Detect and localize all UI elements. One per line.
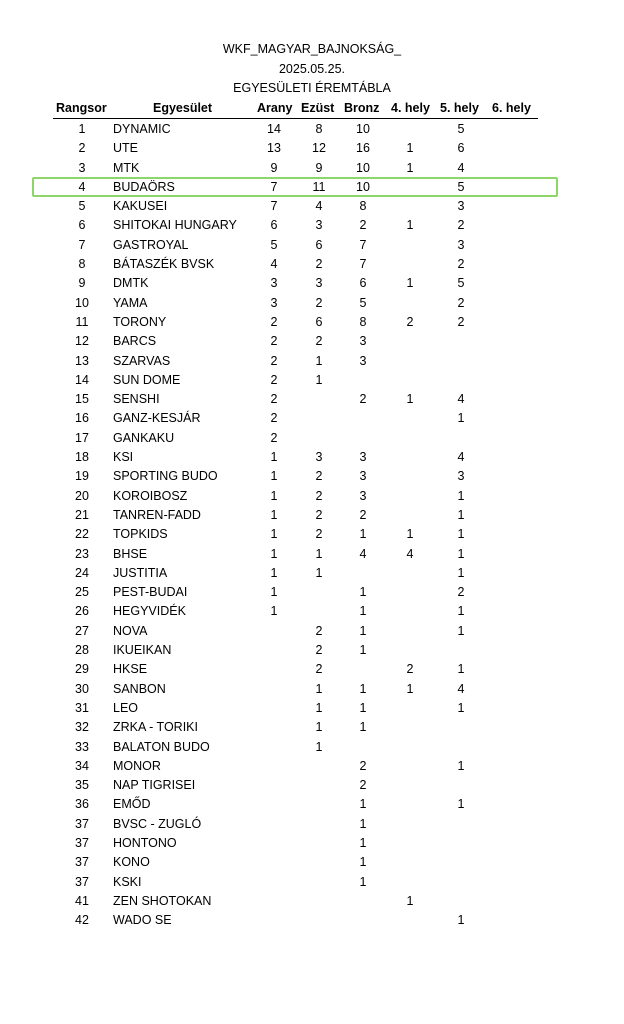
bronze-cell: 2 xyxy=(359,507,367,522)
rank-cell: 25 xyxy=(75,585,89,600)
club-name-cell: ZEN SHOTOKAN xyxy=(113,893,212,908)
gold-cell: 2 xyxy=(270,372,278,387)
rank-cell: 7 xyxy=(78,237,86,252)
place5-cell: 1 xyxy=(457,565,465,580)
silver-cell: 12 xyxy=(312,141,326,156)
rank-cell: 13 xyxy=(75,353,89,368)
table-row xyxy=(0,236,624,255)
club-name-cell: KSKI xyxy=(113,874,142,889)
place5-cell: 5 xyxy=(457,179,465,194)
place5-cell: 1 xyxy=(457,488,465,503)
place5-cell: 4 xyxy=(457,160,465,175)
rank-cell: 33 xyxy=(75,739,89,754)
table-row xyxy=(0,583,624,602)
club-name-cell: IKUEIKAN xyxy=(113,643,172,658)
rank-cell: 2 xyxy=(78,141,86,156)
club-name-cell: GANZ-KESJÁR xyxy=(113,411,201,426)
bronze-cell: 7 xyxy=(359,237,367,252)
silver-cell: 2 xyxy=(315,643,323,658)
club-name-cell: HEGYVIDÉK xyxy=(113,604,186,619)
silver-cell: 6 xyxy=(315,314,323,329)
club-name-cell: YAMA xyxy=(113,295,148,310)
table-row xyxy=(0,660,624,679)
place5-cell: 1 xyxy=(457,758,465,773)
club-name-cell: HKSE xyxy=(113,662,148,677)
rank-cell: 32 xyxy=(75,720,89,735)
bronze-cell: 3 xyxy=(359,488,367,503)
gold-cell: 3 xyxy=(270,276,278,291)
silver-cell: 1 xyxy=(315,681,323,696)
table-row xyxy=(0,525,624,544)
club-name-cell: TOPKIDS xyxy=(113,527,168,542)
club-name-cell: SANBON xyxy=(113,681,166,696)
table-row xyxy=(0,313,624,332)
place4-cell: 1 xyxy=(406,141,414,156)
place4-cell: 2 xyxy=(406,314,414,329)
col-header-4th: 4. hely xyxy=(391,101,430,115)
place5-cell: 2 xyxy=(457,295,465,310)
table-row xyxy=(0,390,624,409)
club-name-cell: BARCS xyxy=(113,334,157,349)
silver-cell: 1 xyxy=(315,720,323,735)
bronze-cell: 2 xyxy=(359,218,367,233)
gold-cell: 2 xyxy=(270,430,278,445)
club-name-cell: MONOR xyxy=(113,758,161,773)
table-row xyxy=(0,506,624,525)
rank-cell: 4 xyxy=(78,179,86,194)
table-row xyxy=(0,159,624,178)
table-row xyxy=(0,120,624,139)
club-name-cell: KSI xyxy=(113,450,134,465)
bronze-cell: 5 xyxy=(359,295,367,310)
place4-cell: 1 xyxy=(406,893,414,908)
bronze-cell: 1 xyxy=(359,720,367,735)
gold-cell: 4 xyxy=(270,257,278,272)
table-row xyxy=(0,274,624,293)
silver-cell: 3 xyxy=(315,450,323,465)
club-name-cell: PEST-BUDAI xyxy=(113,585,188,600)
club-name-cell: DMTK xyxy=(113,276,149,291)
gold-cell: 1 xyxy=(270,565,278,580)
table-row xyxy=(0,815,624,834)
col-header-rank: Rangsor xyxy=(56,101,107,115)
place5-cell: 1 xyxy=(457,604,465,619)
rank-cell: 15 xyxy=(75,392,89,407)
bronze-cell: 1 xyxy=(359,681,367,696)
table-row xyxy=(0,197,624,216)
club-name-cell: WADO SE xyxy=(113,913,172,928)
place5-cell: 4 xyxy=(457,450,465,465)
club-name-cell: JUSTITIA xyxy=(113,565,168,580)
rank-cell: 41 xyxy=(75,893,89,908)
silver-cell: 2 xyxy=(315,662,323,677)
bronze-cell: 2 xyxy=(359,392,367,407)
page-heading-date: 2025.05.25. xyxy=(278,62,346,76)
bronze-cell: 3 xyxy=(359,469,367,484)
table-row xyxy=(0,409,624,428)
club-name-cell: LEO xyxy=(113,700,139,715)
table-row xyxy=(0,795,624,814)
club-name-cell: TANREN-FADD xyxy=(113,507,201,522)
place5-cell: 1 xyxy=(457,623,465,638)
place4-cell: 1 xyxy=(406,527,414,542)
place5-cell: 1 xyxy=(457,662,465,677)
bronze-cell: 8 xyxy=(359,314,367,329)
silver-cell: 1 xyxy=(315,353,323,368)
silver-cell: 3 xyxy=(315,218,323,233)
club-name-cell: SHITOKAI HUNGARY xyxy=(113,218,237,233)
rank-cell: 35 xyxy=(75,778,89,793)
place5-cell: 1 xyxy=(457,700,465,715)
bronze-cell: 1 xyxy=(359,527,367,542)
bronze-cell: 16 xyxy=(356,141,370,156)
place5-cell: 4 xyxy=(457,681,465,696)
table-row xyxy=(0,429,624,448)
rank-cell: 5 xyxy=(78,199,86,214)
gold-cell: 1 xyxy=(270,585,278,600)
gold-cell: 7 xyxy=(270,199,278,214)
silver-cell: 8 xyxy=(315,122,323,136)
bronze-cell: 1 xyxy=(359,604,367,619)
rank-cell: 16 xyxy=(75,411,89,426)
rank-cell: 3 xyxy=(78,160,86,175)
col-header-club: Egyesület xyxy=(153,101,213,115)
gold-cell: 2 xyxy=(270,392,278,407)
table-row xyxy=(0,718,624,737)
silver-cell: 1 xyxy=(315,546,323,561)
club-name-cell: HONTONO xyxy=(113,835,177,850)
rank-cell: 37 xyxy=(75,874,89,889)
rank-cell: 6 xyxy=(78,218,86,233)
bronze-cell: 2 xyxy=(359,758,367,773)
rank-cell: 11 xyxy=(75,314,89,329)
table-row xyxy=(0,602,624,621)
rank-cell: 24 xyxy=(75,565,89,580)
club-name-cell: NOVA xyxy=(113,623,148,638)
club-name-cell: BUDAÖRS xyxy=(113,179,175,194)
rank-cell: 31 xyxy=(75,700,89,715)
place5-cell: 1 xyxy=(457,411,465,426)
rank-cell: 21 xyxy=(75,507,89,522)
gold-cell: 9 xyxy=(270,160,278,175)
club-name-cell: NAP TIGRISEI xyxy=(113,778,196,793)
table-row xyxy=(0,487,624,506)
club-name-cell: SZARVAS xyxy=(113,353,171,368)
rank-cell: 19 xyxy=(75,469,89,484)
club-name-cell: UTE xyxy=(113,141,138,156)
place5-cell: 2 xyxy=(457,257,465,272)
silver-cell: 2 xyxy=(315,295,323,310)
bronze-cell: 8 xyxy=(359,199,367,214)
place4-cell: 1 xyxy=(406,392,414,407)
bronze-cell: 1 xyxy=(359,816,367,831)
bronze-cell: 10 xyxy=(356,160,370,175)
club-name-cell: GANKAKU xyxy=(113,430,175,445)
table-row xyxy=(0,294,624,313)
silver-cell: 2 xyxy=(315,488,323,503)
page-heading-subtitle: EGYESÜLETI ÉREMTÁBLA xyxy=(233,81,391,95)
place5-cell: 3 xyxy=(457,469,465,484)
bronze-cell: 10 xyxy=(356,179,370,194)
gold-cell: 2 xyxy=(270,334,278,349)
rank-cell: 42 xyxy=(75,913,89,928)
gold-cell: 2 xyxy=(270,353,278,368)
table-row xyxy=(0,911,624,930)
place5-cell: 3 xyxy=(457,237,465,252)
place5-cell: 4 xyxy=(457,392,465,407)
rank-cell: 1 xyxy=(78,122,86,136)
table-row xyxy=(0,892,624,911)
club-name-cell: SPORTING BUDO xyxy=(113,469,218,484)
silver-cell: 1 xyxy=(315,565,323,580)
silver-cell: 1 xyxy=(315,700,323,715)
bronze-cell: 1 xyxy=(359,855,367,870)
club-name-cell: KAKUSEI xyxy=(113,199,168,214)
club-name-cell: TORONY xyxy=(113,314,167,329)
gold-cell: 13 xyxy=(267,141,281,156)
place5-cell: 2 xyxy=(457,585,465,600)
rank-cell: 34 xyxy=(75,758,89,773)
gold-cell: 1 xyxy=(270,507,278,522)
rank-cell: 18 xyxy=(75,450,89,465)
place5-cell: 2 xyxy=(457,218,465,233)
rank-cell: 36 xyxy=(75,797,89,812)
table-row xyxy=(0,371,624,390)
rank-cell: 8 xyxy=(78,257,86,272)
medal-table-body xyxy=(0,120,624,930)
silver-cell: 11 xyxy=(312,179,326,194)
bronze-cell: 3 xyxy=(359,353,367,368)
silver-cell: 4 xyxy=(315,199,323,214)
club-name-cell: SUN DOME xyxy=(113,372,181,387)
gold-cell: 1 xyxy=(270,469,278,484)
rank-cell: 28 xyxy=(75,643,89,658)
place4-cell: 4 xyxy=(406,546,414,561)
rank-cell: 9 xyxy=(78,276,86,291)
bronze-cell: 1 xyxy=(359,623,367,638)
col-header-silver: Ezüst xyxy=(301,101,335,115)
place5-cell: 2 xyxy=(457,314,465,329)
place5-cell: 6 xyxy=(457,141,465,156)
bronze-cell: 2 xyxy=(359,778,367,793)
gold-cell: 3 xyxy=(270,295,278,310)
bronze-cell: 1 xyxy=(359,643,367,658)
table-row xyxy=(0,545,624,564)
gold-cell: 1 xyxy=(270,527,278,542)
table-row xyxy=(0,776,624,795)
place4-cell: 1 xyxy=(406,160,414,175)
place5-cell: 5 xyxy=(457,122,465,136)
silver-cell: 2 xyxy=(315,257,323,272)
table-row xyxy=(0,873,624,892)
rank-cell: 12 xyxy=(75,334,89,349)
bronze-cell: 1 xyxy=(359,797,367,812)
table-row xyxy=(0,757,624,776)
table-row xyxy=(0,738,624,757)
rank-cell: 22 xyxy=(75,527,89,542)
rank-cell: 29 xyxy=(75,662,89,677)
gold-cell: 1 xyxy=(270,488,278,503)
table-row xyxy=(0,564,624,583)
place5-cell: 1 xyxy=(457,527,465,542)
place5-cell: 1 xyxy=(457,507,465,522)
bronze-cell: 6 xyxy=(359,276,367,291)
bronze-cell: 10 xyxy=(356,122,370,136)
place4-cell: 2 xyxy=(406,662,414,677)
silver-cell: 3 xyxy=(315,276,323,291)
rank-cell: 37 xyxy=(75,855,89,870)
gold-cell: 1 xyxy=(270,546,278,561)
bronze-cell: 3 xyxy=(359,334,367,349)
page-heading-title: WKF_MAGYAR_BAJNOKSÁG_ xyxy=(222,42,402,56)
place5-cell: 1 xyxy=(457,797,465,812)
bronze-cell: 1 xyxy=(359,835,367,850)
bronze-cell: 1 xyxy=(359,585,367,600)
rank-cell: 37 xyxy=(75,816,89,831)
silver-cell: 2 xyxy=(315,334,323,349)
gold-cell: 2 xyxy=(270,314,278,329)
bronze-cell: 1 xyxy=(359,874,367,889)
place4-cell: 1 xyxy=(406,276,414,291)
table-row xyxy=(0,216,624,235)
table-row xyxy=(0,834,624,853)
table-row xyxy=(0,853,624,872)
rank-cell: 20 xyxy=(75,488,89,503)
bronze-cell: 4 xyxy=(359,546,367,561)
club-name-cell: BVSC - ZUGLÓ xyxy=(113,816,202,831)
table-row xyxy=(0,699,624,718)
bronze-cell: 3 xyxy=(359,450,367,465)
club-name-cell: MTK xyxy=(113,160,140,175)
col-header-bronze: Bronz xyxy=(344,101,380,115)
rank-cell: 30 xyxy=(75,681,89,696)
table-row xyxy=(0,332,624,351)
gold-cell: 1 xyxy=(270,604,278,619)
table-row xyxy=(0,448,624,467)
col-header-gold: Arany xyxy=(257,101,293,115)
silver-cell: 2 xyxy=(315,623,323,638)
table-row xyxy=(0,467,624,486)
place5-cell: 1 xyxy=(457,913,465,928)
gold-cell: 1 xyxy=(270,450,278,465)
place5-cell: 5 xyxy=(457,276,465,291)
gold-cell: 2 xyxy=(270,411,278,426)
silver-cell: 2 xyxy=(315,527,323,542)
table-row xyxy=(0,680,624,699)
rank-cell: 23 xyxy=(75,546,89,561)
club-name-cell: KONO xyxy=(113,855,150,870)
gold-cell: 7 xyxy=(270,179,278,194)
table-row xyxy=(0,622,624,641)
gold-cell: 6 xyxy=(270,218,278,233)
silver-cell: 2 xyxy=(315,507,323,522)
table-row xyxy=(0,139,624,158)
club-name-cell: EMŐD xyxy=(113,797,151,812)
silver-cell: 6 xyxy=(315,237,323,252)
club-name-cell: DYNAMIC xyxy=(113,122,171,136)
club-name-cell: BÁTASZÉK BVSK xyxy=(113,257,215,272)
bronze-cell: 7 xyxy=(359,257,367,272)
club-name-cell: GASTROYAL xyxy=(113,237,189,252)
club-name-cell: BALATON BUDO xyxy=(113,739,210,754)
place5-cell: 1 xyxy=(457,546,465,561)
silver-cell: 9 xyxy=(315,160,323,175)
table-row xyxy=(0,641,624,660)
place5-cell: 3 xyxy=(457,199,465,214)
rank-cell: 14 xyxy=(75,372,89,387)
rank-cell: 17 xyxy=(75,430,89,445)
col-header-5th: 5. hely xyxy=(440,101,479,115)
club-name-cell: BHSE xyxy=(113,546,148,561)
gold-cell: 5 xyxy=(270,237,278,252)
place4-cell: 1 xyxy=(406,218,414,233)
silver-cell: 2 xyxy=(315,469,323,484)
table-row xyxy=(0,352,624,371)
bronze-cell: 1 xyxy=(359,700,367,715)
silver-cell: 1 xyxy=(315,739,323,754)
rank-cell: 10 xyxy=(75,295,89,310)
silver-cell: 1 xyxy=(315,372,323,387)
table-row xyxy=(0,255,624,274)
place4-cell: 1 xyxy=(406,681,414,696)
table-row xyxy=(0,178,624,197)
club-name-cell: SENSHI xyxy=(113,392,160,407)
club-name-cell: KOROIBOSZ xyxy=(113,488,188,503)
col-header-6th: 6. hely xyxy=(492,101,531,115)
rank-cell: 37 xyxy=(75,835,89,850)
rank-cell: 27 xyxy=(75,623,89,638)
gold-cell: 14 xyxy=(267,122,281,136)
club-name-cell: ZRKA - TORIKI xyxy=(113,720,198,735)
rank-cell: 26 xyxy=(75,604,89,619)
